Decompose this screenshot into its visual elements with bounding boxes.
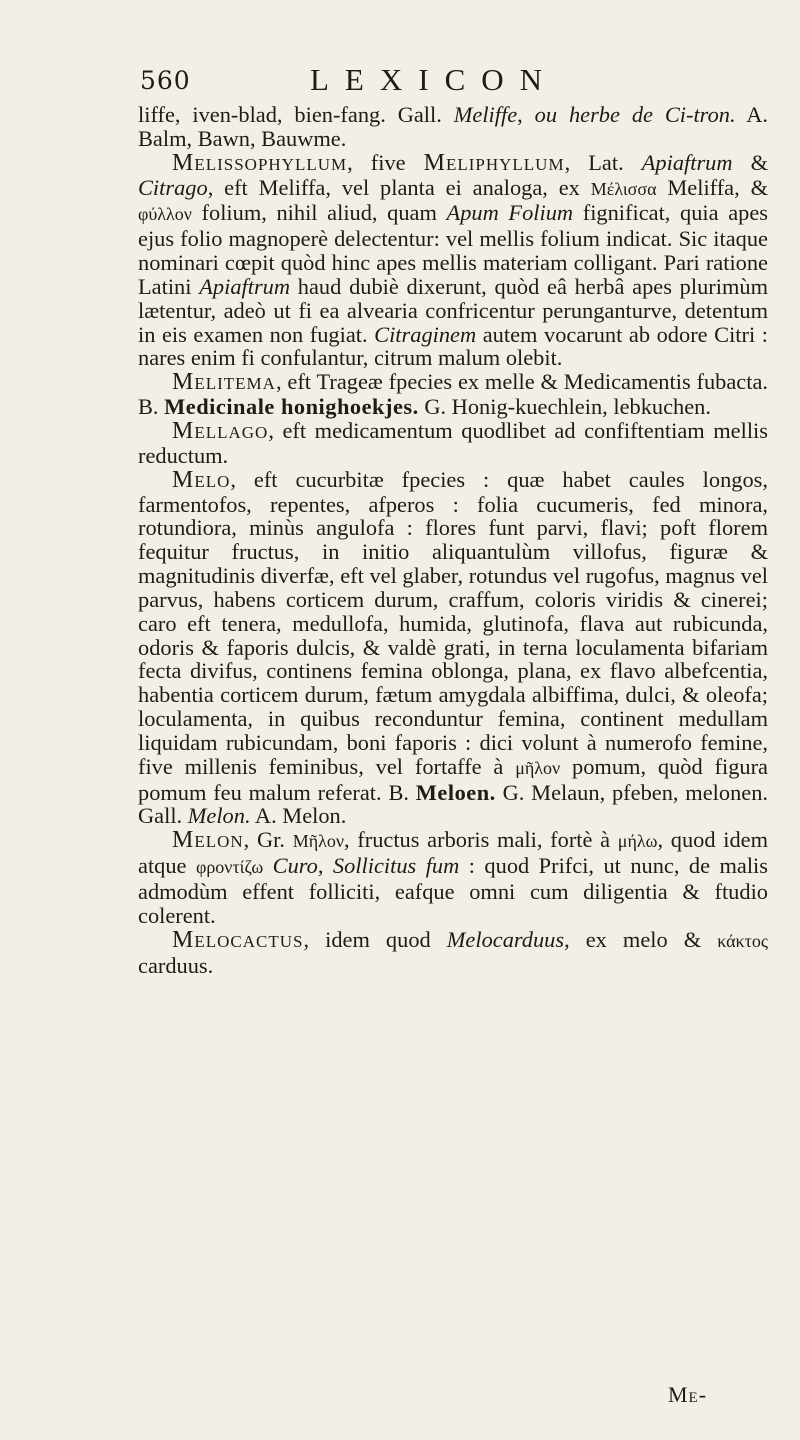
italic-term: Melocarduus <box>446 926 565 952</box>
entry-text: , eft cucurbitæ fpecies : quæ habet caules longos, farmentofos, repentes, afperos : folia cucumeris, fed minora, rotundiora, minùs angulofa : flores funt parvi, flavi; poft florem fequitur fructus, in initio aliquantulùm villofus, figuræ & magnitudinis diverfæ, eft vel glaber, rotundus vel rugofus, magnus vel parvus, habens corticem durum, craffum, coloris viridis & cinerei; caro eft tenera, medullofa, humida, glutinofa, flava aut rubicunda, odoris & faporis dulcis, & valdè grati, in terna loculamenta bifariam fecta divifus, continens femina oblonga, plana, ex flavo albefcentia, habentia corticem durum, fætum amygdala albiffima, dulci, & oleofa; loculamenta, in quibus reconduntur femina, continent medullam liquidam rubicundam, boni faporis : dici volunt à numerofo femine, five millenis feminibus, vel fortaffe à <box>138 466 768 779</box>
headword: Mellago <box>172 417 269 444</box>
headword: Melissophyllum <box>172 149 348 176</box>
page-number: 560 <box>140 66 191 95</box>
lexicon-entry <box>138 828 768 927</box>
entry-text: , quod idem atque <box>138 827 769 879</box>
entry-text: , five <box>347 149 424 175</box>
running-title: LEXICON <box>310 62 559 97</box>
lexicon-entry <box>138 928 768 978</box>
greek-term: Μέλισσα <box>590 178 657 199</box>
italic-term: ou herbe de Ci-tron. <box>534 102 736 127</box>
headword: Melon <box>172 827 244 854</box>
entry-text: folium, nihil aliud, quam <box>191 200 447 226</box>
blackletter-term: Meloen. <box>415 779 496 805</box>
entry-text: , ex melo & <box>564 926 718 952</box>
headword: Meliphyllum <box>423 149 565 176</box>
entry-text: G. Honig-kuechlein, lebkuchen. <box>418 394 711 420</box>
entry-text: , fructus arboris mali, fortè à <box>343 827 618 853</box>
italic-term: Apum Folium <box>446 200 574 226</box>
lexicon-entry <box>138 151 768 371</box>
headword: Melitema <box>172 369 276 396</box>
entry-text: , <box>517 102 535 127</box>
entry-text: , <box>317 853 333 879</box>
italic-term: Apiaftrum <box>641 149 733 175</box>
italic-term: Melon. <box>187 803 251 829</box>
entry-text: , Gr. <box>243 827 293 853</box>
entry-text: pomum, quòd figura pomum feu malum referat. B. <box>138 753 768 805</box>
headword: Melo <box>172 466 231 493</box>
entry-text: & <box>732 149 769 175</box>
entry-text: A. Balm, Bawn, Bauwme. <box>138 102 768 151</box>
entry-text: , Lat. <box>564 149 642 175</box>
lexicon-entry <box>138 103 768 151</box>
blackletter-term: Medicinale honighoekjes. <box>164 394 419 420</box>
entry-text: , eft Meliffa, vel planta ei analoga, ex <box>207 174 591 200</box>
entry-text: liffe, iven-blad, bien-fang. Gall. <box>138 102 454 127</box>
entry-text: autem vocarunt ab odore Citri : nares enim fi confulantur, citrum malum olebit. <box>138 321 768 371</box>
headword: Melocactus <box>172 926 304 953</box>
entry-text <box>263 853 272 878</box>
italic-term: Meliffe <box>453 102 518 127</box>
entry-text: , eft medicamentum quodlibet ad confiftentiam mellis reductum. <box>138 417 768 468</box>
running-head <box>120 62 760 102</box>
entry-text: Meliffa, & <box>656 174 768 200</box>
lexicon-entry <box>138 419 768 468</box>
entry-text: fignificat, quia apes ejus folio magnoperè delectentur: vel mellis folium indicat. Sic itaque nominari cœpit quòd hinc apes mellis materiam colligant. Pari ratione Latini <box>138 200 769 299</box>
italic-term: Citrago <box>138 174 208 200</box>
entry-text: haud dubiè dixerunt, quòd eâ herbâ apes plurimùm lætentur, adeò ut fi ea alvearia confricentur perunganturve, detentum in eis examen non fugiat. <box>138 273 769 347</box>
entry-text: G. Melaun, pfeben, melonen. Gall. <box>138 779 769 829</box>
greek-term: κάκτος <box>717 930 768 951</box>
greek-term: φροντίζω <box>195 857 264 878</box>
italic-term: Apiaftrum <box>199 273 291 299</box>
greek-term: μῆλον <box>515 757 561 778</box>
entry-text: , eft Trageæ fpecies ex melle & Medicamentis fubacta. B. <box>138 369 768 420</box>
lexicon-entry <box>138 468 768 829</box>
italic-term: Sollicitus fum <box>332 853 460 879</box>
entry-text: A. Melon. <box>250 803 347 829</box>
greek-term: μήλω <box>617 831 658 852</box>
entry-text: : quod Prifci, ut nunc, de malis admodùm effent folliciti, eafque omni cum diligentia & ftudio colerent. <box>138 853 768 928</box>
entry-text: carduus. <box>138 952 214 978</box>
catchword: Me- <box>668 1382 708 1407</box>
lexicon-entry <box>138 370 768 419</box>
lexicon-body <box>138 103 768 977</box>
italic-term: Curo <box>272 853 318 879</box>
entry-text: , idem quod <box>303 926 447 952</box>
greek-term: Μῆλον <box>292 831 344 852</box>
greek-term: φύλλον <box>138 204 192 225</box>
italic-term: Citraginem <box>374 321 477 347</box>
